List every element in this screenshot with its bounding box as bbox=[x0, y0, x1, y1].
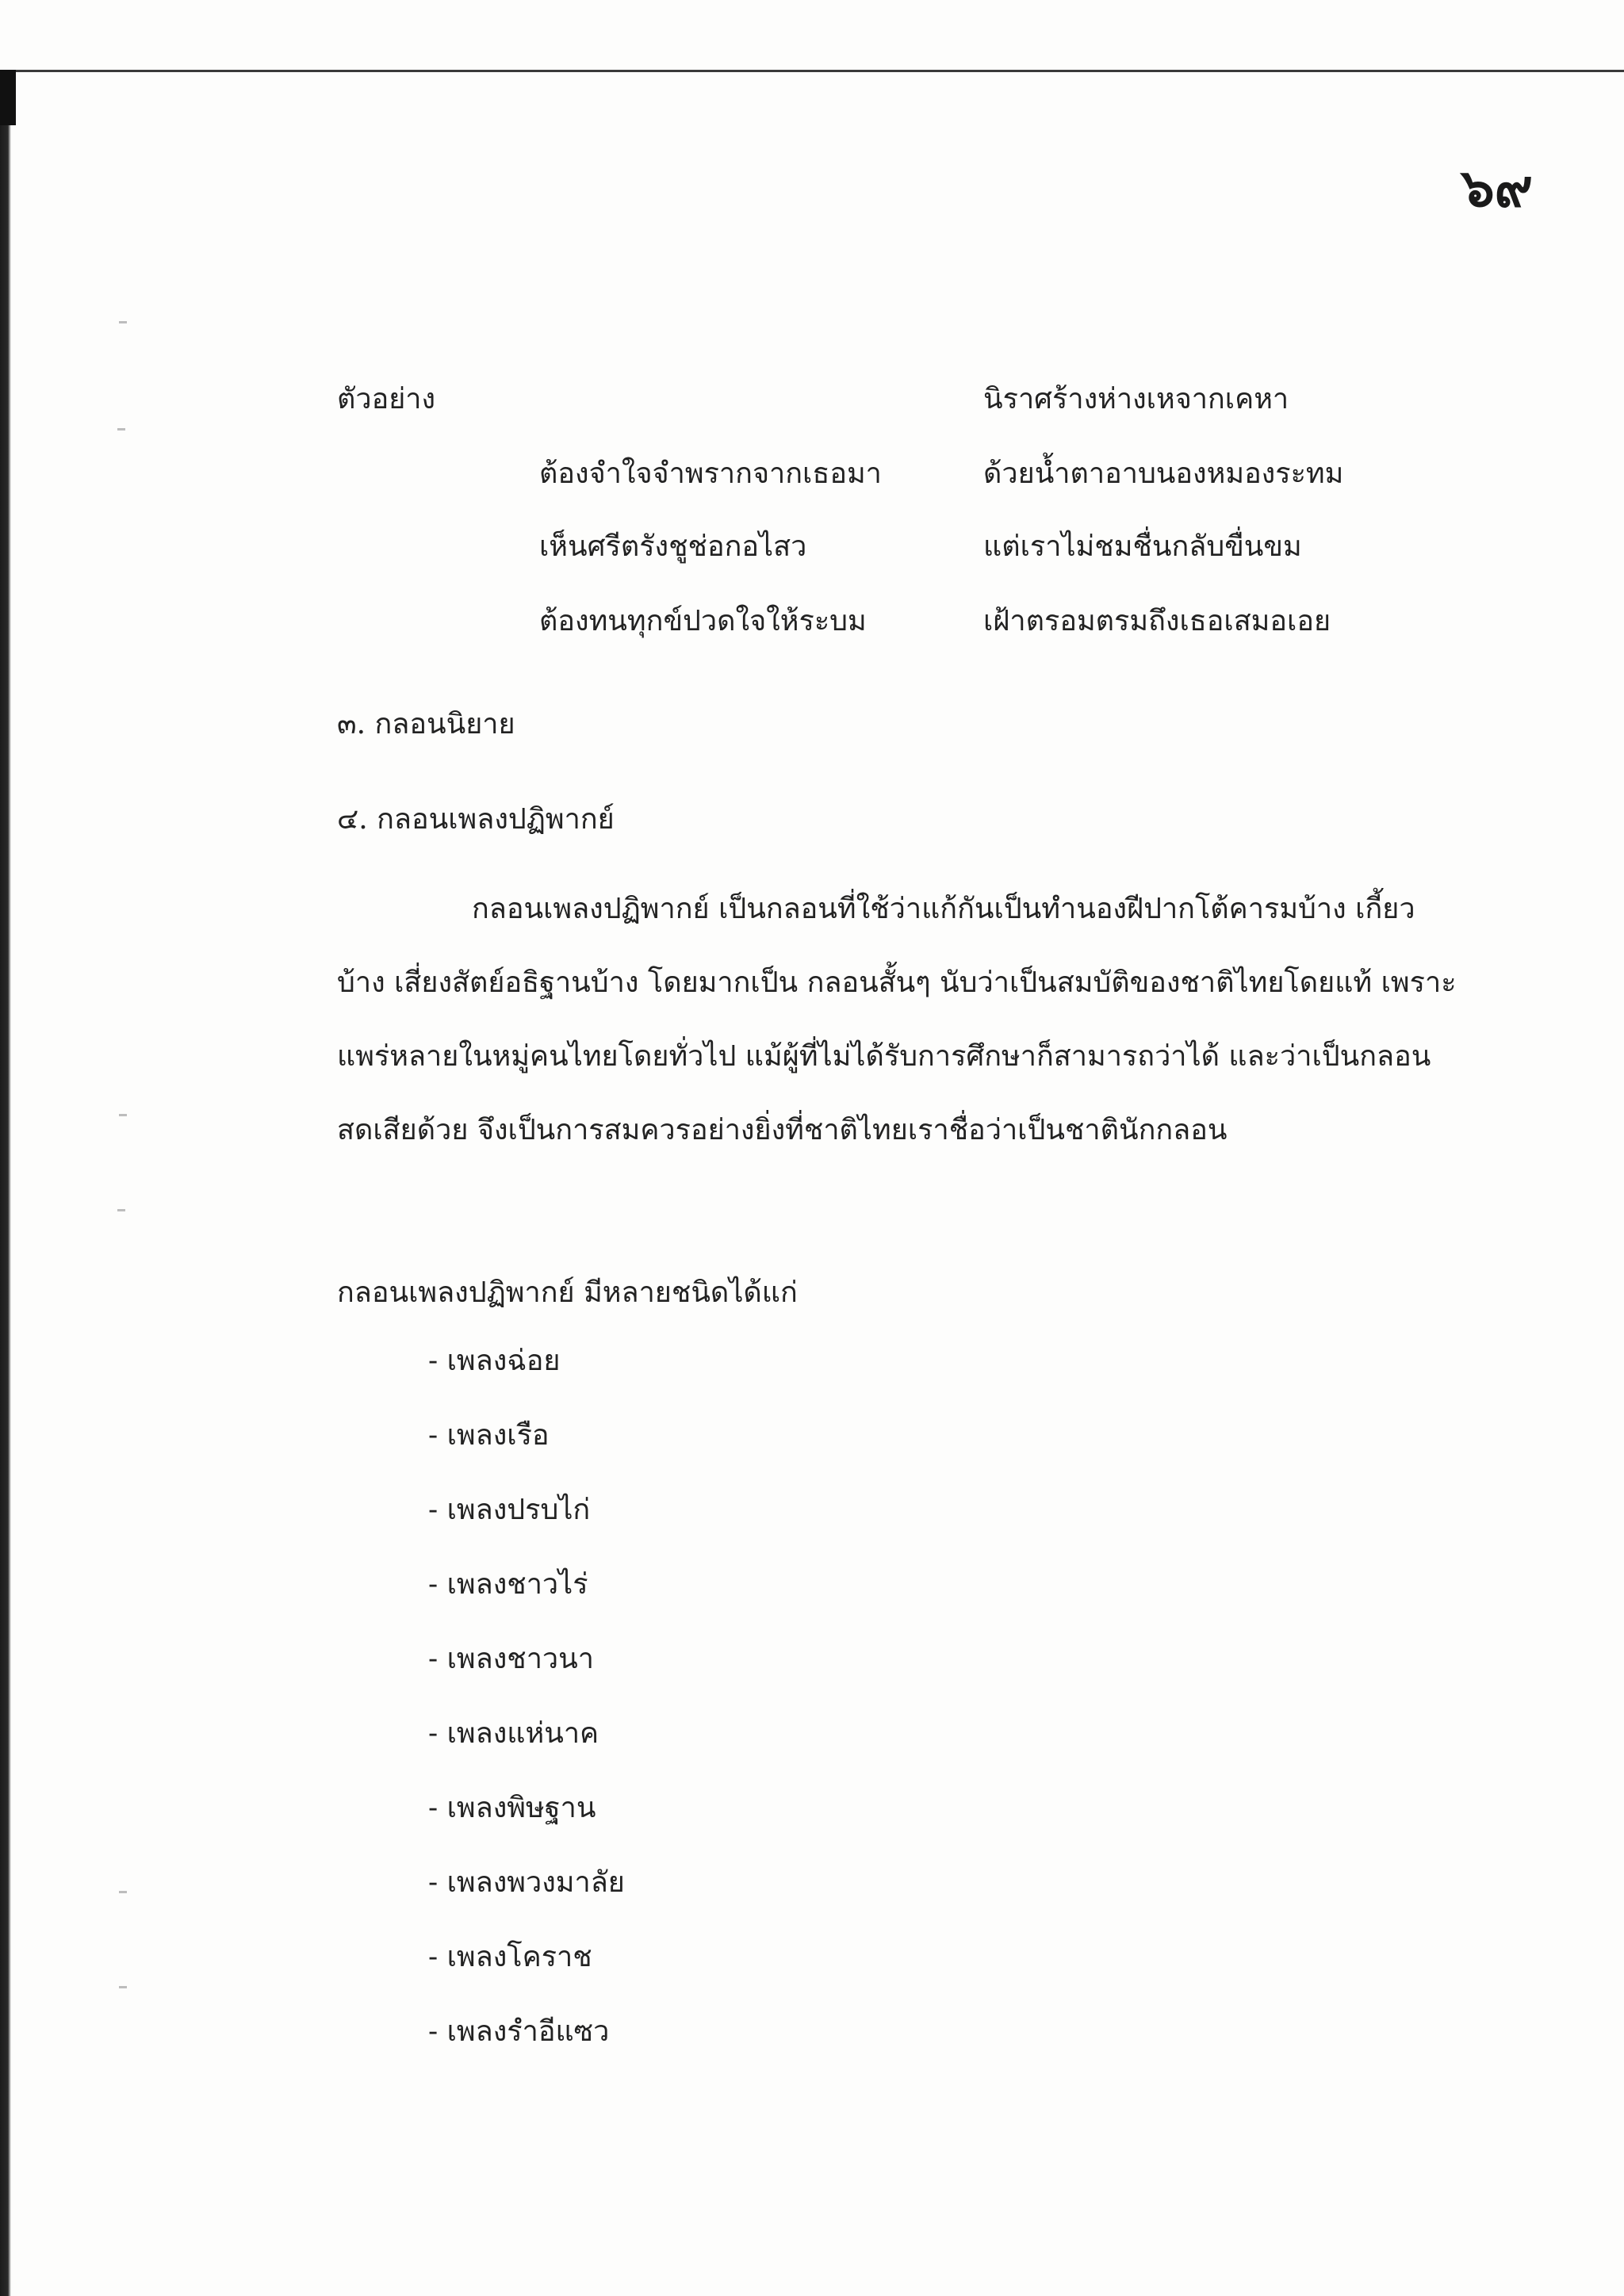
body-paragraph: กลอนเพลงปฏิพากย์ เป็นกลอนที่ใช้ว่าแก้กันเป็นทำนองฝีปากโต้คารมบ้าง เกี้ยวบ้าง เสี่ยงสัตย์อธิฐานบ้าง โดยมากเป็น กลอนสั้นๆ นับว่าเป็นสมบัติของชาติไทยโดยแท้ เพราะแพร่หลายในหมู่คนไทยโดยทั่วไป แม้ผู้ที่ไม่ได้รับการศึกษาก็สามารถว่าได้ และว่าเป็นกลอนสดเสียด้วย จึงเป็นการสมควรอย่างยิ่งที่ชาติไทยเราชื่อว่าเป็นชาตินักกลอน bbox=[337, 893, 1457, 1146]
list-item: - เพลงโคราช bbox=[428, 1941, 592, 1973]
list-item: - เพลงพิษฐาน bbox=[428, 1792, 596, 1824]
scan-mark bbox=[117, 1209, 125, 1211]
verse-line: แต่เราไม่ชมชื่นกลับขื่นขม bbox=[983, 530, 1302, 563]
verse-line: ต้องทนทุกข์ปวดใจให้ระบม bbox=[539, 605, 867, 637]
section-heading: ๓. กลอนนิยาย bbox=[337, 708, 515, 740]
verse-line: เห็นศรีตรังชูช่อกอไสว bbox=[539, 530, 807, 563]
list-item: - เพลงแห่นาค bbox=[428, 1717, 599, 1750]
list-item: - เพลงปรบไก่ bbox=[428, 1494, 591, 1526]
page-number: ๖๙ bbox=[1461, 157, 1533, 219]
list-item: - เพลงฉ่อย bbox=[428, 1345, 561, 1377]
list-item: - เพลงชาวนา bbox=[428, 1643, 594, 1675]
list-item: - เพลงเรือ bbox=[428, 1419, 550, 1452]
scan-left-edge bbox=[0, 70, 11, 2296]
section-heading: ๔. กลอนเพลงปฏิพากย์ bbox=[337, 803, 615, 836]
verse-line: เฝ้าตรอมตรมถึงเธอเสมอเอย bbox=[983, 605, 1331, 637]
verse-line: นิราศร้างห่างเหจากเคหา bbox=[983, 383, 1289, 415]
verse-line: ต้องจำใจจำพรากจากเธอมา bbox=[539, 457, 882, 490]
scan-mark bbox=[119, 1986, 127, 1988]
scan-mark bbox=[117, 428, 125, 430]
scan-mark bbox=[119, 1891, 127, 1893]
scan-mark bbox=[119, 1114, 127, 1116]
scan-corner bbox=[0, 70, 16, 125]
verse-line: ด้วยน้ำตาอาบนองหมองระทม bbox=[983, 457, 1344, 490]
scan-top-edge bbox=[0, 70, 1624, 72]
list-intro: กลอนเพลงปฏิพากย์ มีหลายชนิดได้แก่ bbox=[337, 1276, 798, 1309]
list-item: - เพลงชาวไร่ bbox=[428, 1568, 588, 1601]
song-list bbox=[428, 1342, 625, 2087]
list-item: - เพลงรำอีแซว bbox=[428, 2015, 610, 2048]
scan-mark bbox=[119, 321, 127, 323]
example-label: ตัวอย่าง bbox=[337, 383, 436, 415]
list-item: - เพลงพวงมาลัย bbox=[428, 1866, 625, 1899]
